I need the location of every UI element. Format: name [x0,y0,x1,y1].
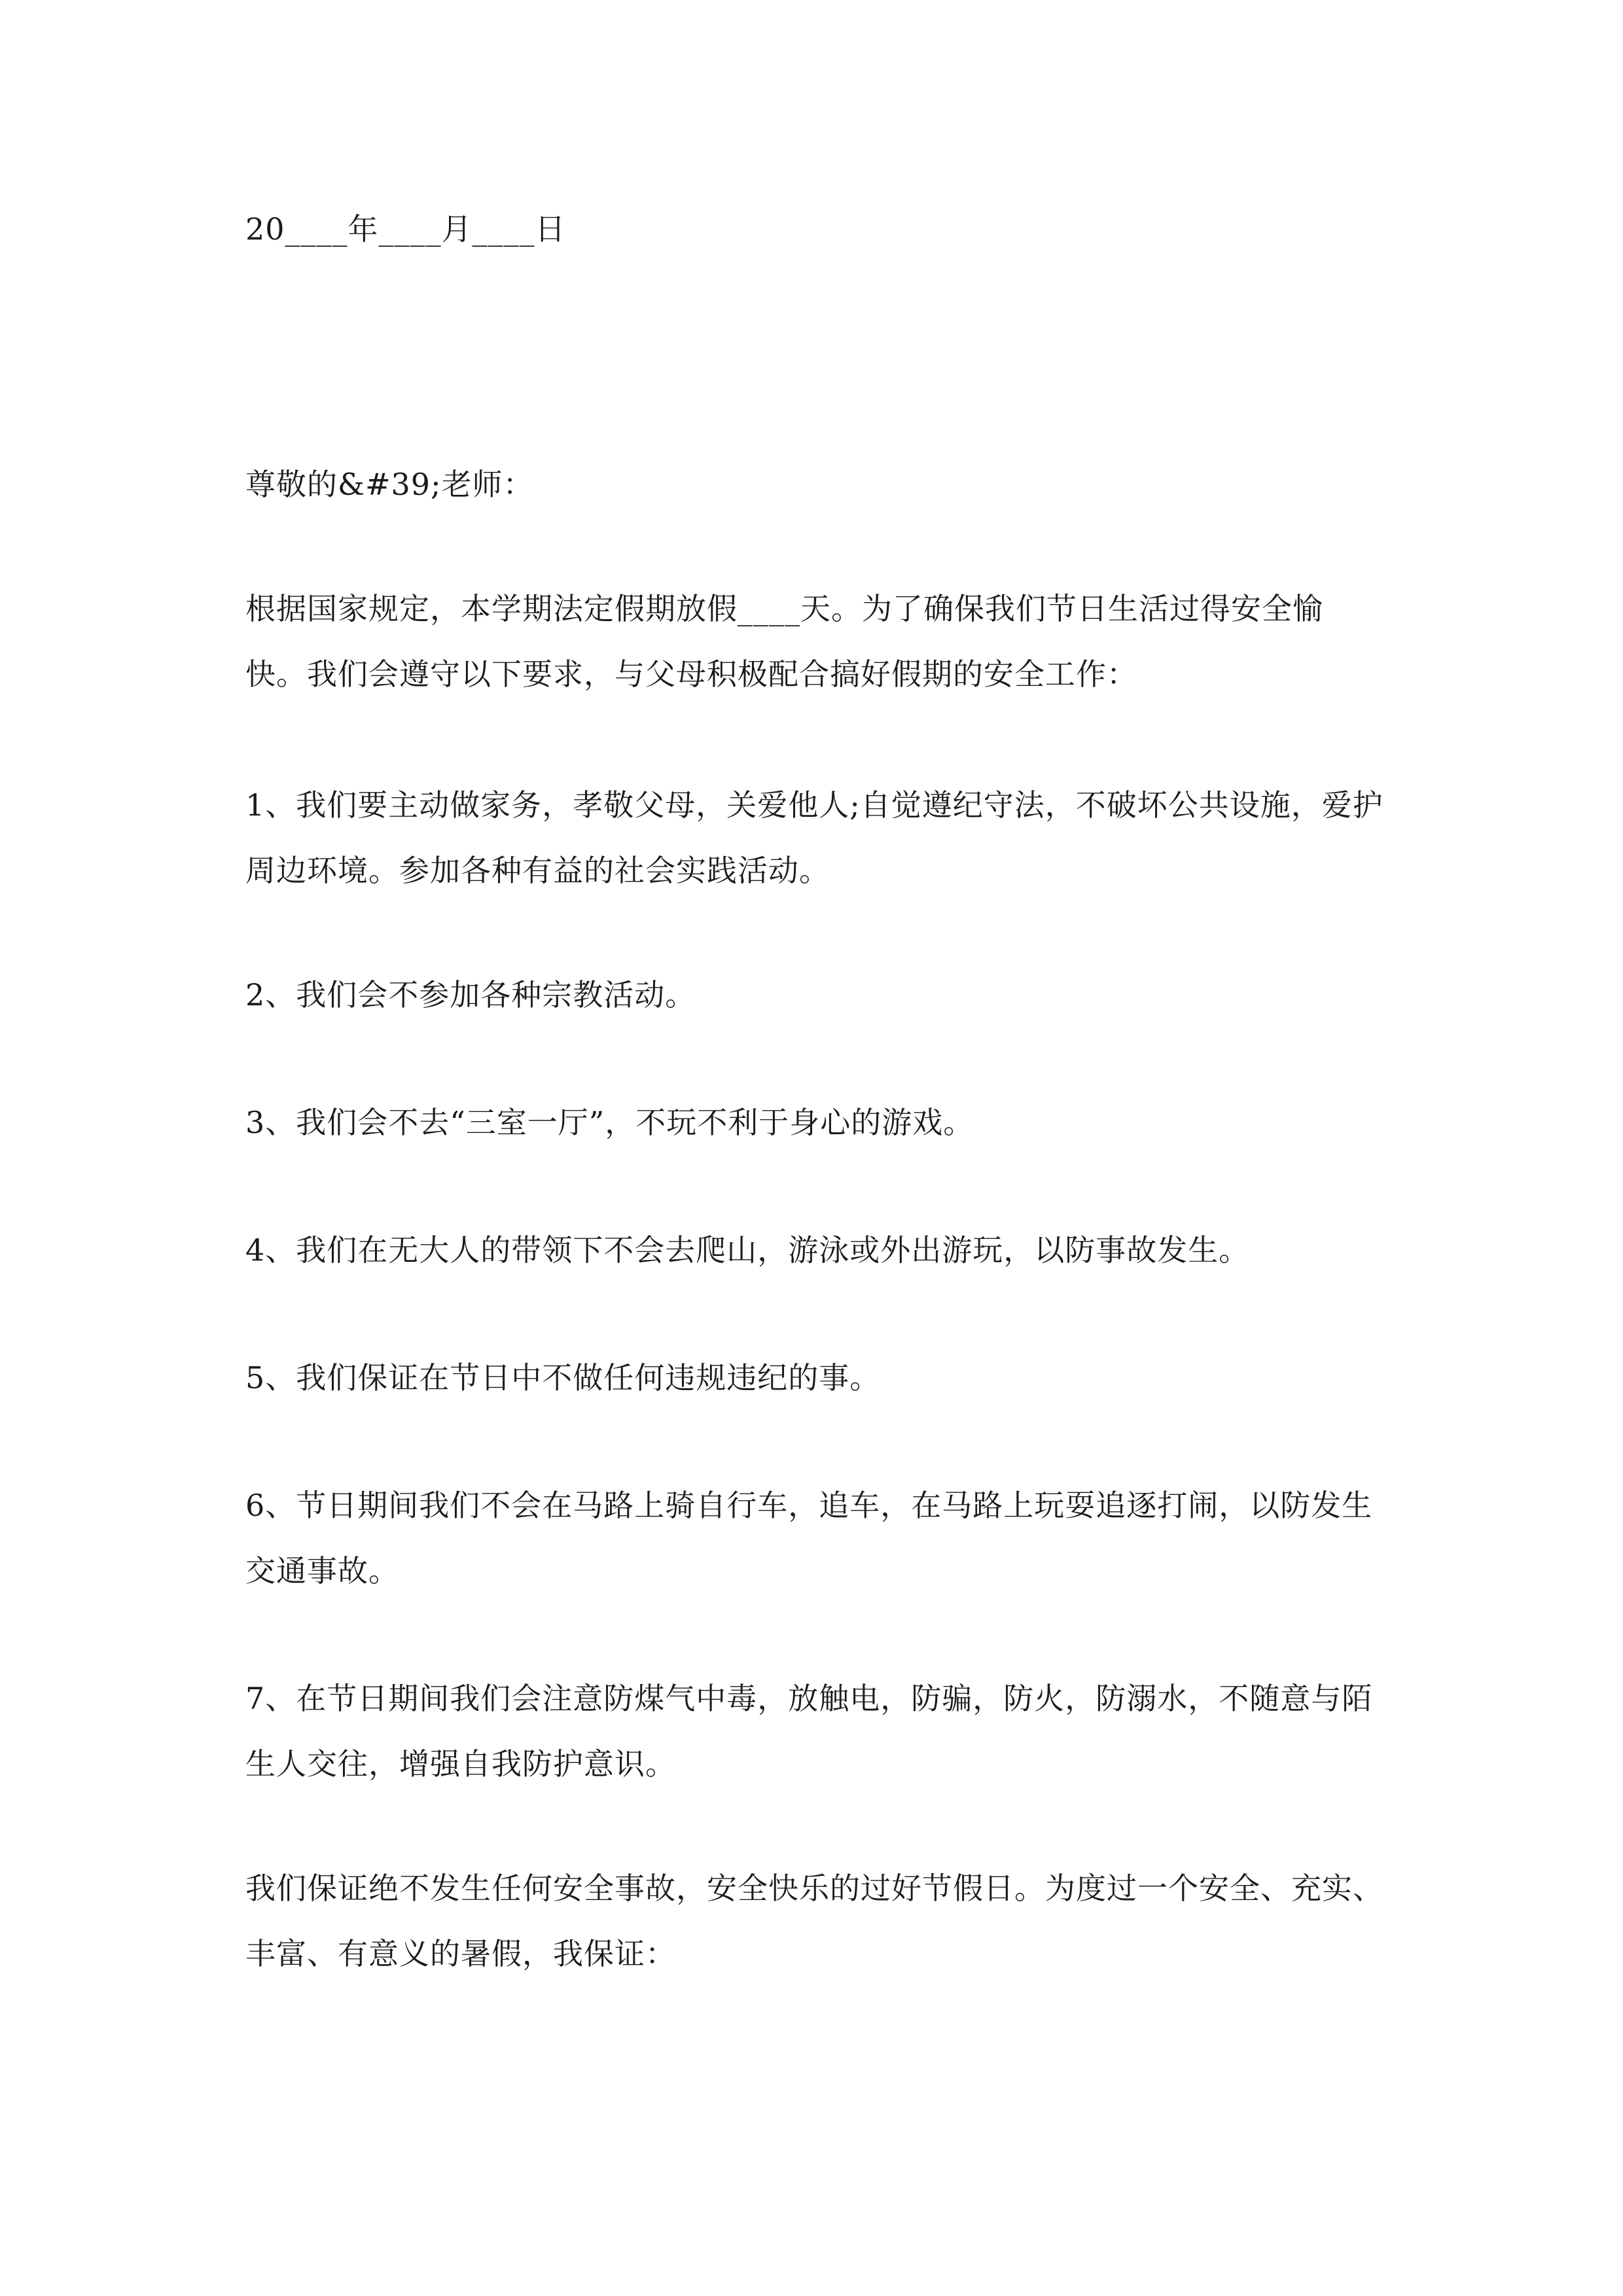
closing-paragraph: 我们保证绝不发生任何安全事故，安全快乐的过好节假日。为度过一个安全、充实、丰富、有意义的暑假，我保证： [245,1871,1383,1971]
list-item: 1、我们要主动做家务，孝敬父母，关爱他人;自觉遵纪守法，不破坏公共设施，爱护周边环境。参加各种有益的社会实践活动。 [245,787,1383,888]
list-item: 6、节日期间我们不会在马路上骑自行车，追车，在马路上玩耍追逐打闹，以防发生交通事故。 [245,1488,1373,1588]
intro-paragraph: 根据国家规定，本学期法定假期放假____天。为了确保我们节日生活过得安全愉快。我们会遵守以下要求，与父母积极配合搞好假期的安全工作： [245,591,1323,692]
list-item: 2、我们会不参加各种宗教活动。 [245,977,696,1013]
list-item: 3、我们会不去“三室一厅”，不玩不利于身心的游戏。 [245,1105,974,1140]
date-line: 20____年____月____日 [245,211,566,247]
list-item: 5、我们保证在节日中不做任何违规违纪的事。 [245,1360,881,1395]
list-item: 4、我们在无大人的带领下不会去爬山，游泳或外出游玩，以防事故发生。 [245,1232,1250,1268]
salutation: 尊敬的&#39;老师： [245,467,534,502]
list-item: 7、在节日期间我们会注意防煤气中毒，放触电，防骗，防火，防溺水，不随意与陌生人交往，增强自我防护意识。 [245,1681,1373,1782]
